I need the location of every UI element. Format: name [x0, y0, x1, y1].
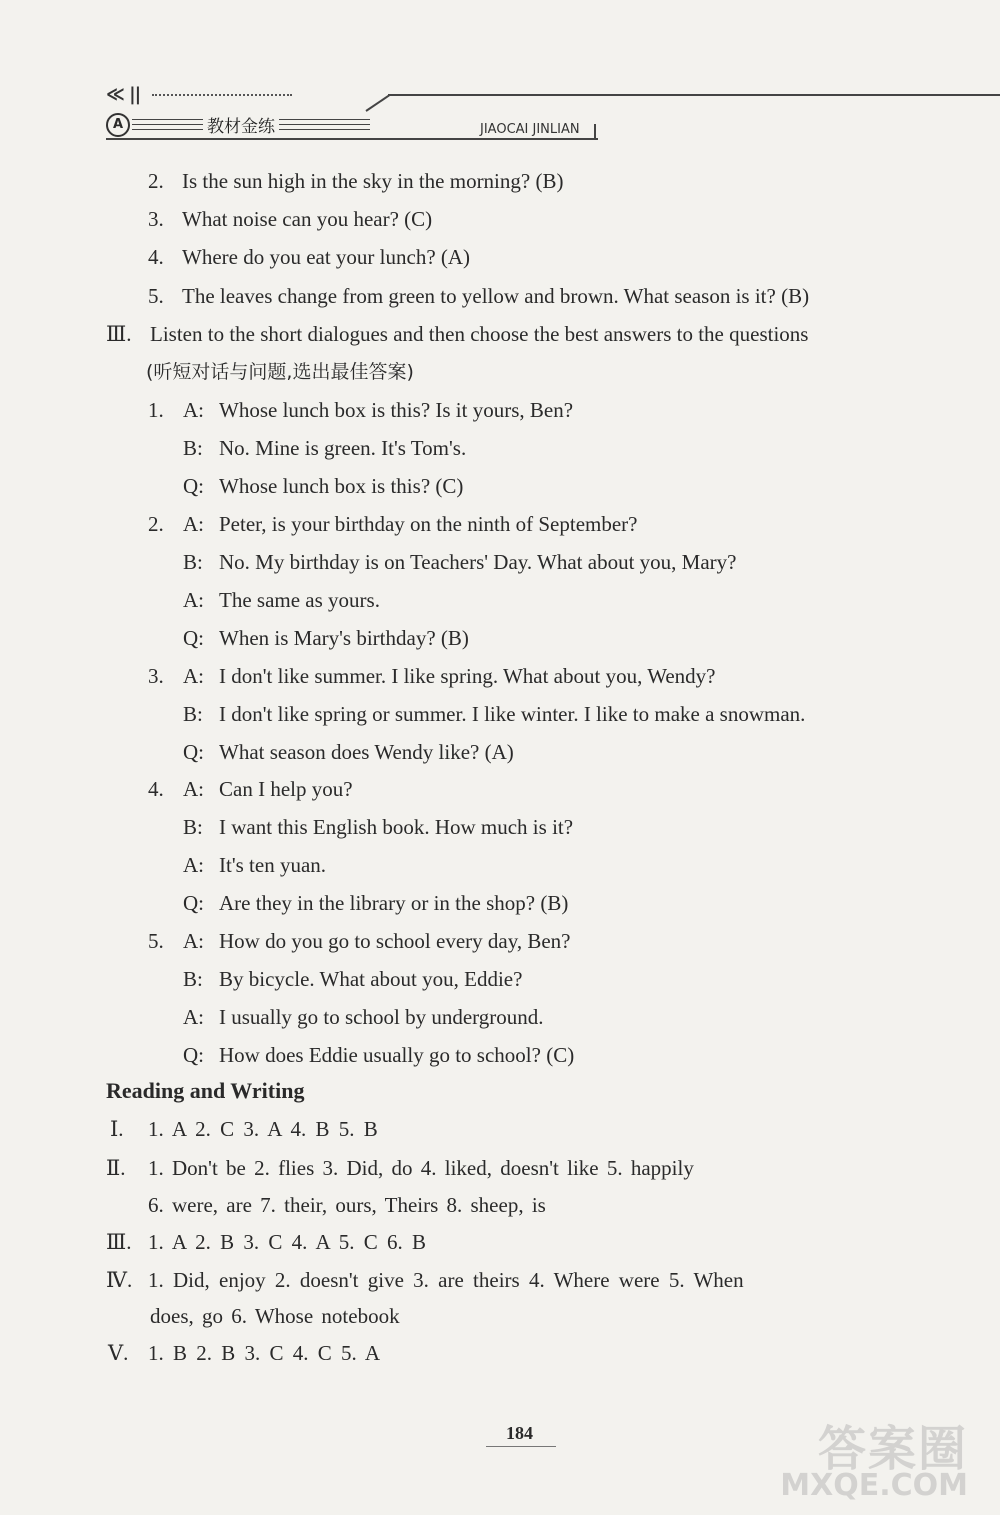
dialogue-line: Are they in the library or in the shop? (B) — [219, 891, 569, 915]
section-roman: Ⅳ. — [106, 1268, 133, 1292]
watermark — [738, 1410, 988, 1505]
dialogue-line: Whose lunch box is this? (C) — [219, 474, 464, 498]
item-number: 2. — [148, 169, 164, 193]
dialogue-number: 3. — [148, 664, 164, 688]
speaker: A: — [183, 929, 204, 953]
item-number: 3. — [148, 207, 164, 231]
section-instruction: Listen to the short dialogues and then choose the best answers to the questions — [150, 322, 809, 346]
dialogue-number: 1. — [148, 398, 164, 422]
dialogue-number: 4. — [148, 777, 164, 801]
answer-line: The leaves change from green to yellow and brown. What season is it? (B) — [182, 284, 810, 308]
dialogue-line: Peter, is your birthday on the ninth of September? — [219, 512, 638, 536]
answer-row: 1. Don't be 2. flies 3. Did, do 4. liked, doesn't like 5. happily — [148, 1156, 694, 1180]
dialogue-line: By bicycle. What about you, Eddie? — [219, 967, 523, 991]
page-number: 184 — [506, 1423, 533, 1443]
header-rule-top — [388, 94, 1000, 96]
answer-row: 6. were, are 7. their, ours, Theirs 8. sheep, is — [148, 1193, 546, 1217]
header-dotted-line — [152, 94, 292, 96]
answer-line: What noise can you hear? (C) — [182, 207, 433, 231]
speaker: A: — [183, 777, 204, 801]
header-title: 教材金练 — [203, 112, 279, 137]
dialogue-line: I don't like summer. I like spring. What about you, Wendy? — [219, 664, 716, 688]
speaker: B: — [183, 815, 203, 839]
speaker: A: — [183, 512, 204, 536]
dialogue-line: What season does Wendy like? (A) — [219, 740, 514, 764]
dialogue-line: I want this English book. How much is it? — [219, 815, 574, 839]
dialogue-line: How does Eddie usually go to school? (C) — [219, 1043, 575, 1067]
answer-row: 1. B 2. B 3. C 4. C 5. A — [148, 1341, 381, 1365]
header-slant-line — [365, 95, 389, 112]
speaker: A: — [183, 588, 204, 612]
dialogue-line: It's ten yuan. — [219, 853, 327, 877]
dialogue-line: When is Mary's birthday? (B) — [219, 626, 469, 650]
section-roman: Ⅲ. — [106, 1230, 132, 1254]
dialogue-number: 5. — [148, 929, 164, 953]
speaker: A: — [183, 1005, 204, 1029]
speaker: Q: — [183, 474, 204, 498]
dialogue-line: I don't like spring or summer. I like winter. I like to make a snowman. — [219, 702, 806, 726]
dialogue-line: I usually go to school by underground. — [219, 1005, 544, 1029]
dialogue-line: No. My birthday is on Teachers' Day. What about you, Mary? — [219, 550, 737, 574]
dialogue-number: 2. — [148, 512, 164, 536]
dialogue-line: How do you go to school every day, Ben? — [219, 929, 571, 953]
answer-line: Where do you eat your lunch? (A) — [182, 245, 471, 269]
speaker: B: — [183, 967, 203, 991]
answer-row: 1. A 2. C 3. A 4. B 5. B — [148, 1117, 378, 1141]
item-number: 5. — [148, 284, 164, 308]
dialogue-line: No. Mine is green. It's Tom's. — [219, 436, 467, 460]
speaker: Q: — [183, 740, 204, 764]
speaker: Q: — [183, 1043, 204, 1067]
speaker: A: — [183, 664, 204, 688]
page-number-ornament — [486, 1446, 556, 1447]
speaker: A: — [183, 398, 204, 422]
section-roman: Ⅱ. — [106, 1156, 126, 1180]
header-brand: JIAOCAI JINLIAN — [480, 122, 580, 137]
dialogue-line: Can I help you? — [219, 777, 353, 801]
header-circle-logo: A — [106, 113, 130, 137]
section-instruction-cn: (听短对话与问题,选出最佳答案) — [146, 361, 414, 383]
speaker: B: — [183, 436, 203, 460]
speaker: Q: — [183, 891, 204, 915]
section-roman: Ⅲ. — [106, 322, 132, 346]
header-rule-bottom — [106, 138, 598, 140]
speaker: B: — [183, 702, 203, 726]
speaker: Q: — [183, 626, 204, 650]
answer-line: Is the sun high in the sky in the morning? (B) — [182, 169, 564, 193]
dialogue-line: Whose lunch box is this? Is it yours, Ben? — [219, 398, 574, 422]
watermark-cn: 答案圈 — [817, 1421, 968, 1477]
section-heading: Reading and Writing — [106, 1078, 305, 1103]
speaker: A: — [183, 853, 204, 877]
item-number: 4. — [148, 245, 164, 269]
answer-row: 1. Did, enjoy 2. doesn't give 3. are theirs 4. Where were 5. When — [148, 1268, 744, 1292]
header-tick — [594, 124, 596, 140]
dialogue-line: The same as yours. — [219, 588, 380, 612]
answer-row: does, go 6. Whose notebook — [150, 1304, 400, 1328]
header-mark: ≪ || — [106, 84, 141, 105]
watermark-en: MXQE.COM — [780, 1468, 968, 1503]
section-roman: Ⅴ. — [108, 1341, 129, 1365]
section-roman: Ⅰ. — [110, 1117, 124, 1141]
answer-row: 1. A 2. B 3. C 4. A 5. C 6. B — [148, 1230, 426, 1254]
speaker: B: — [183, 550, 203, 574]
